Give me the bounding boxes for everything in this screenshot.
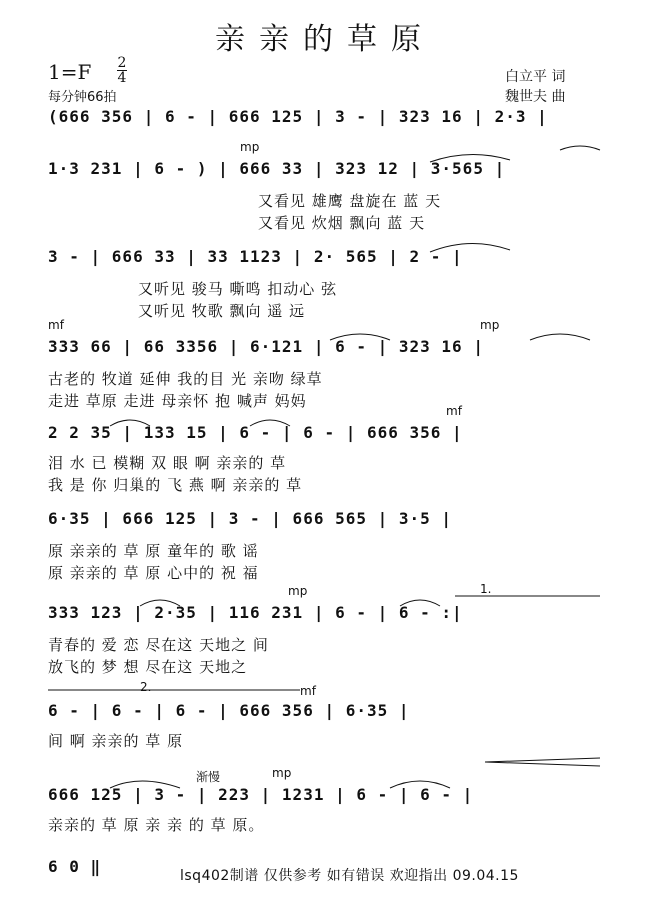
lyric-line: 亲亲的 草 原 亲 亲 的 草 原。 xyxy=(48,816,265,834)
slur xyxy=(250,420,290,426)
lyric-line: 古老的 牧道 延伸 我的目 光 亲吻 绿草 xyxy=(48,370,323,388)
slur xyxy=(430,154,510,162)
volta-mark: 2. xyxy=(140,680,152,694)
notation-row: 3 - | 666 33 | 33 1123 | 2· 565 | 2 - | xyxy=(48,247,463,266)
slur xyxy=(330,334,390,340)
notation-row: 1·3 231 | 6 - ) | 666 33 | 323 12 | 3·565 | xyxy=(48,159,506,178)
dynamic-mark: mf xyxy=(48,318,64,332)
dynamic-mark: mp xyxy=(480,318,500,332)
slur xyxy=(560,146,600,150)
lyric-line: 又看见 炊烟 飘向 蓝 天 xyxy=(258,214,426,232)
dynamic-mark: mp xyxy=(240,140,260,154)
lyricist-credit: 白立平 词 xyxy=(505,69,566,85)
notation-row: 666 125 | 3 - | 223 | 1231 | 6 - | 6 - | xyxy=(48,785,474,804)
volta-mark: 1. xyxy=(480,582,492,596)
dynamic-mark: mp xyxy=(288,584,308,598)
notation-row: 333 66 | 66 3356 | 6·121 | 6 - | 323 16 | xyxy=(48,337,484,356)
time-signature-top: 2 xyxy=(117,55,127,71)
lyric-line: 又看见 雄鹰 盘旋在 蓝 天 xyxy=(258,192,442,210)
song-title: 亲亲的草原 xyxy=(215,22,435,57)
slur xyxy=(530,334,590,340)
key-signature: 1=F xyxy=(48,60,92,84)
slur xyxy=(400,600,440,606)
dynamic-mark: mp xyxy=(272,766,292,780)
tempo-marking: 每分钟66拍 xyxy=(48,90,117,105)
dynamic-mark: mf xyxy=(446,404,462,418)
slur xyxy=(110,781,180,788)
hairpin xyxy=(485,762,600,766)
lyric-line: 间 啊 亲亲的 草 原 xyxy=(48,732,184,750)
notation-row: 2 2 35 | 133 15 | 6 - | 6 - | 666 356 | xyxy=(48,423,463,442)
lyric-line: 又听见 牧歌 飘向 遥 远 xyxy=(138,302,306,320)
slur xyxy=(140,600,180,606)
slur xyxy=(390,781,450,788)
lyric-line: 又听见 骏马 嘶鸣 扣动心 弦 xyxy=(138,280,338,298)
footer-note: lsq402制谱 仅供参考 如有错误 欢迎指出 09.04.15 xyxy=(180,868,519,884)
time-signature-bottom: 4 xyxy=(117,70,127,86)
notation-row: (666 356 | 6 - | 666 125 | 3 - | 323 16 | 2·3 | xyxy=(48,107,548,126)
slur xyxy=(110,420,150,426)
lyric-line: 我 是 你 归巢的 飞 燕 啊 亲亲的 草 xyxy=(48,476,303,494)
tempo-change-mark: 渐慢 xyxy=(196,770,221,784)
notation-row: 6 - | 6 - | 6 - | 666 356 | 6·35 | xyxy=(48,701,410,720)
lyric-line: 泪 水 已 模糊 双 眼 啊 亲亲的 草 xyxy=(48,454,287,472)
slur xyxy=(430,243,510,252)
lyric-line: 走进 草原 走进 母亲怀 抱 喊声 妈妈 xyxy=(48,392,307,410)
lyric-line: 原 亲亲的 草 原 童年的 歌 谣 xyxy=(48,542,259,560)
lyric-line: 原 亲亲的 草 原 心中的 祝 福 xyxy=(48,564,259,582)
hairpin xyxy=(485,758,600,762)
composer-credit: 魏世夫 曲 xyxy=(505,89,566,105)
lyric-line: 放飞的 梦 想 尽在这 天地之 xyxy=(48,658,248,676)
lyric-line: 青春的 爱 恋 尽在这 天地之 间 xyxy=(48,636,269,654)
dynamic-mark: mf xyxy=(300,684,316,698)
notation-row: 6·35 | 666 125 | 3 - | 666 565 | 3·5 | xyxy=(48,509,453,528)
notation-row: 6 0 ‖ xyxy=(48,857,102,876)
notation-row: 333 123 | 2·35 | 116 231 | 6 - | 6 - :| xyxy=(48,603,463,622)
